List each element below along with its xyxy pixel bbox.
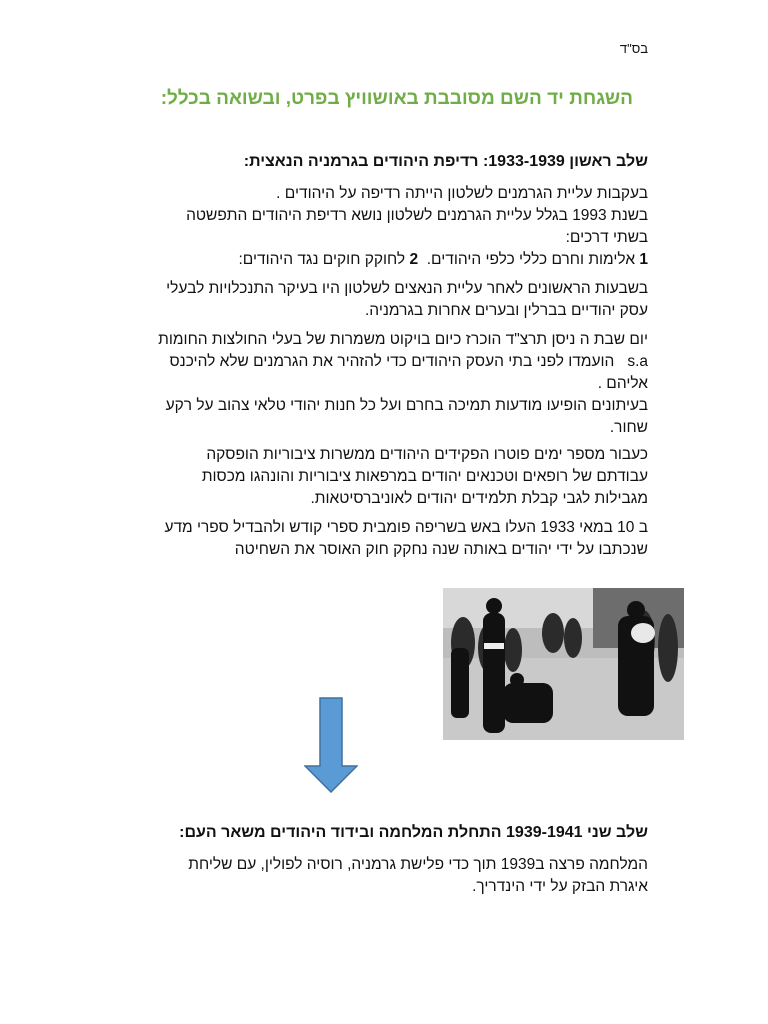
text-line: שנכתבו על ידי יהודים באותה שנה נחקק חוק האוסר את השחיטה bbox=[234, 541, 648, 558]
text-line: בעקבות עליית הגרמנים לשלטון הייתה רדיפה על היהודים . bbox=[276, 185, 648, 202]
historical-photo bbox=[443, 588, 684, 740]
text-line: אליהם . bbox=[597, 375, 648, 392]
photo-graphic bbox=[443, 588, 684, 740]
text-line: עבודתם של רופאים וטכנאים יהודים במרפאות ציבוריות והונהגו מכסות bbox=[201, 468, 648, 485]
text-line: איגרת הבזק על ידי הינדריך. bbox=[472, 878, 648, 895]
list-text: אלימות וחרם כללי כלפי היהודים. bbox=[426, 251, 636, 268]
stage1-para2 bbox=[100, 278, 648, 322]
page-title: השגחת יד השם מסובבת באושוויץ בפרט, ובשואה בכלל: bbox=[160, 88, 633, 109]
text-line: שחור. bbox=[609, 419, 648, 436]
list-number: 2 bbox=[409, 251, 419, 268]
text-line: בשתי דרכים: bbox=[565, 229, 648, 246]
sa-abbrev: s.a bbox=[627, 353, 648, 370]
stage1-para3 bbox=[100, 329, 648, 439]
text-line: מגבילות לגבי קבלת תלמידים יהודים לאוניברסיטאות. bbox=[310, 490, 648, 507]
down-arrow-graphic bbox=[304, 697, 358, 793]
list-text: לחוקק חוקים נגד היהודים: bbox=[238, 251, 406, 268]
stage1-para5 bbox=[100, 517, 648, 561]
text-line bbox=[100, 351, 648, 373]
text-line bbox=[100, 249, 648, 271]
stage1-para4 bbox=[100, 444, 648, 510]
stage2-para1 bbox=[100, 854, 648, 898]
text-line: עסק יהודיים בברלין ובערים אחרות בגרמניה. bbox=[365, 302, 648, 319]
text-line: כעבור מספר ימים פוטרו הפקידים היהודים ממשרות ציבוריות הופסקה bbox=[206, 446, 648, 463]
text-line: ב 10 במאי 1933 העלו באש בשריפה פומבית ספרי קודש ולהבדיל ספרי מדע bbox=[164, 519, 648, 536]
list-number: 1 bbox=[639, 251, 648, 268]
stage2-heading: שלב שני 1939-1941 התחלת המלחמה ובידוד היהודים משאר העם: bbox=[179, 824, 648, 841]
text-line: המלחמה פרצה ב1939 תוך כדי פלישת גרמניה, רוסיה לפולין, עם שליחת bbox=[188, 856, 648, 873]
text-line-part: הועמדו לפני בתי העסק היהודים כדי להזהיר את הגרמנים שלא להיכנס bbox=[169, 353, 615, 370]
stage1-heading: שלב ראשון 1933-1939: רדיפת היהודים בגרמניה הנאצית: bbox=[243, 153, 648, 170]
stage1-para1 bbox=[100, 183, 648, 271]
text-line: יום שבת ה ניסן תרצ"ד הוכרז כיום בויקוט משמרות של בעלי החולצות החומות bbox=[158, 331, 648, 348]
text-line: בשנת 1993 בגלל עליית הגרמנים לשלטון נושא רדיפת היהודים התפשטה bbox=[186, 207, 648, 224]
text-line: בשבעות הראשונים לאחר עליית הנאצים לשלטון היו בעיקר התנכלויות לבעלי bbox=[166, 280, 648, 297]
text-line: בעיתונים הופיעו מודעות תמיכה בחרם ועל כל חנות יהודי טלאי צהוב על רקע bbox=[165, 397, 648, 414]
down-arrow-icon bbox=[304, 697, 358, 798]
header-bsd: בס"ד bbox=[619, 41, 648, 56]
